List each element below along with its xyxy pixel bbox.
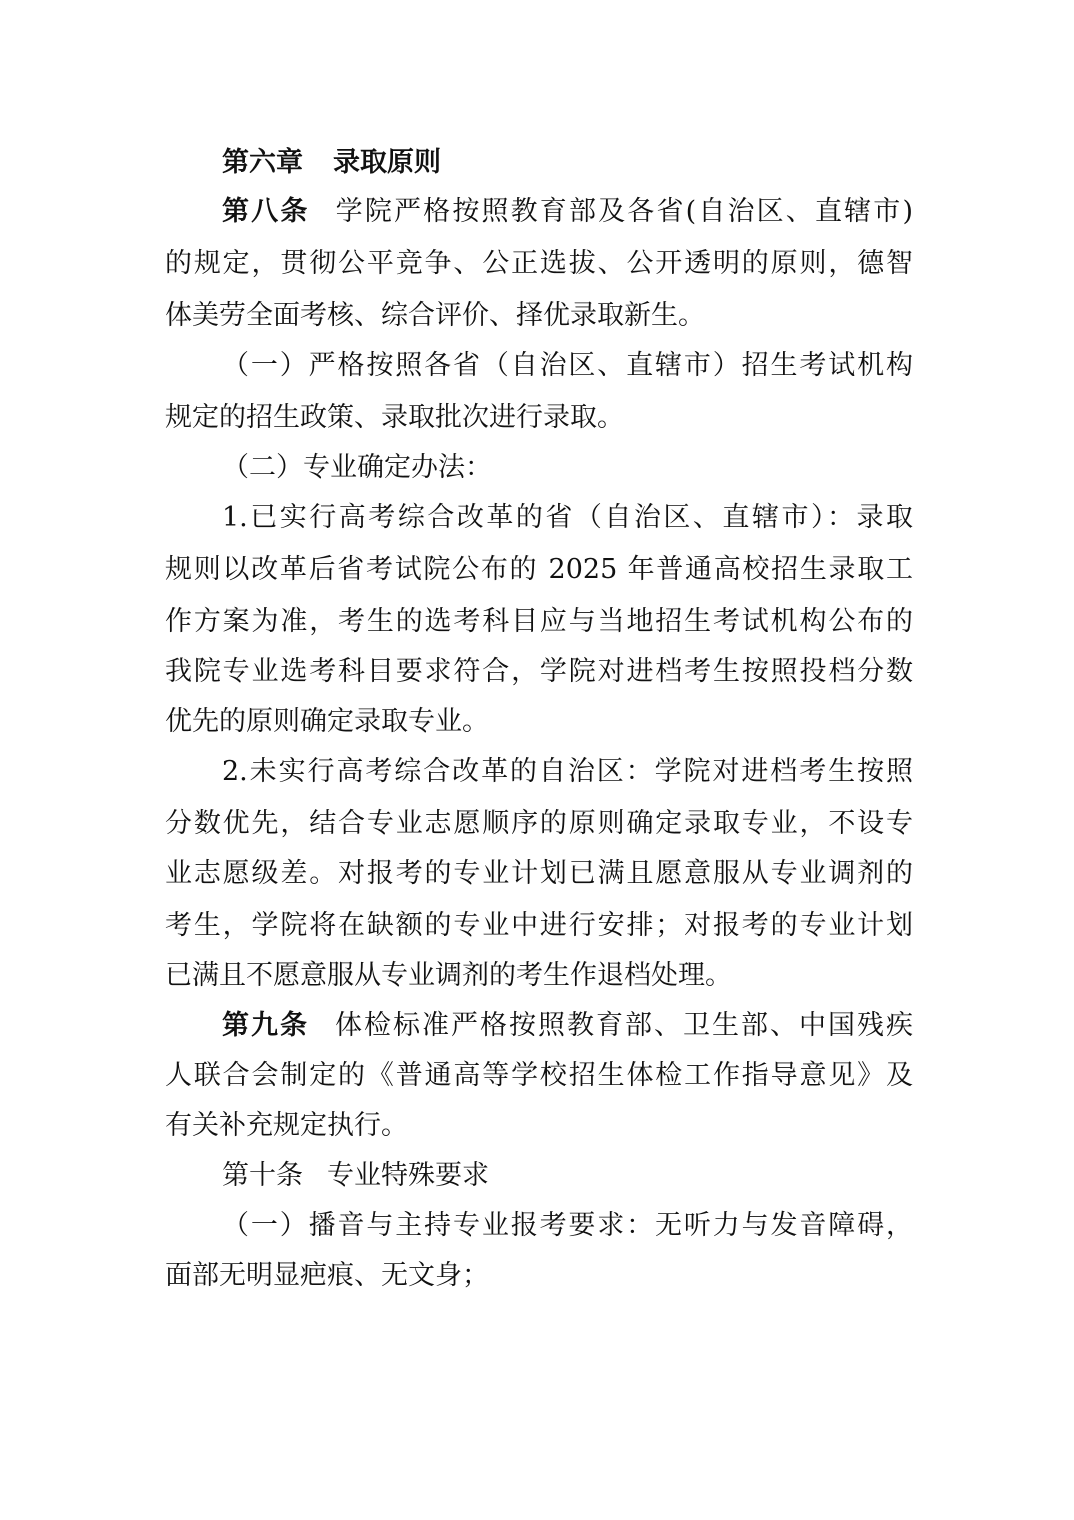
sub-2-line-5: 已满且不愿意服从专业调剂的考生作退档处理。 [165, 960, 732, 991]
chapter-number: 第六章 [222, 147, 303, 178]
sub-1-line-4: 我院专业选考科目要求符合，学院对进档考生按照投档分数 [165, 656, 913, 687]
sub-2-line-3: 业志愿级差。对报考的专业计划已满且愿意服从专业调剂的 [165, 858, 913, 889]
article-8-item-1-line-1: （一）严格按照各省（自治区、直辖市）招生考试机构 [222, 350, 913, 381]
article-8-item-2-heading: （二）专业确定办法： [222, 452, 492, 483]
article-8-text-1: 学院严格按照教育部及各省(自治区、直辖市) [333, 196, 913, 227]
sub-2-line-2: 分数优先，结合专业志愿顺序的原则确定录取专业，不设专 [165, 808, 913, 839]
article-9-line-1 [222, 1000, 913, 1052]
article-9-text-1: 体检标准严格按照教育部、卫生部、中国残疾 [333, 1010, 913, 1041]
article-10-item-1-line-2: 面部无明显疤痕、无文身； [165, 1260, 489, 1291]
article-8-line-2: 的规定，贯彻公平竞争、公正选拔、公开透明的原则，德智 [165, 248, 913, 279]
chapter-heading [222, 140, 441, 186]
article-10-title: 专业特殊要求 [327, 1160, 489, 1191]
article-8-label: 第八条 [222, 196, 310, 227]
chapter-title: 录取原则 [333, 147, 441, 178]
article-9-label: 第九条 [222, 1010, 309, 1041]
sub-1-line-1: 1.已实行高考综合改革的省（自治区、直辖市）：录取 [222, 502, 913, 533]
article-9-line-3: 有关补充规定执行。 [165, 1110, 408, 1141]
article-10-label: 第十条 [222, 1160, 303, 1191]
article-10-heading [222, 1150, 913, 1202]
article-8-line-1 [222, 186, 913, 238]
article-9-line-2: 人联合会制定的《普通高等学校招生体检工作指导意见》及 [165, 1060, 913, 1091]
article-10-item-1-line-1: （一）播音与主持专业报考要求：无听力与发音障碍， [222, 1210, 913, 1241]
sub-2-line-4: 考生，学院将在缺额的专业中进行安排；对报考的专业计划 [165, 910, 913, 941]
sub-1-line-3: 作方案为准，考生的选考科目应与当地招生考试机构公布的 [165, 606, 913, 637]
sub-1-line-5: 优先的原则确定录取专业。 [165, 706, 489, 737]
article-8-item-1-line-2: 规定的招生政策、录取批次进行录取。 [165, 402, 624, 433]
sub-2-line-1: 2.未实行高考综合改革的自治区：学院对进档考生按照 [222, 756, 913, 787]
article-8-line-3: 体美劳全面考核、综合评价、择优录取新生。 [165, 300, 705, 331]
sub-1-line-2: 规则以改革后省考试院公布的 2025 年普通高校招生录取工 [165, 554, 913, 585]
